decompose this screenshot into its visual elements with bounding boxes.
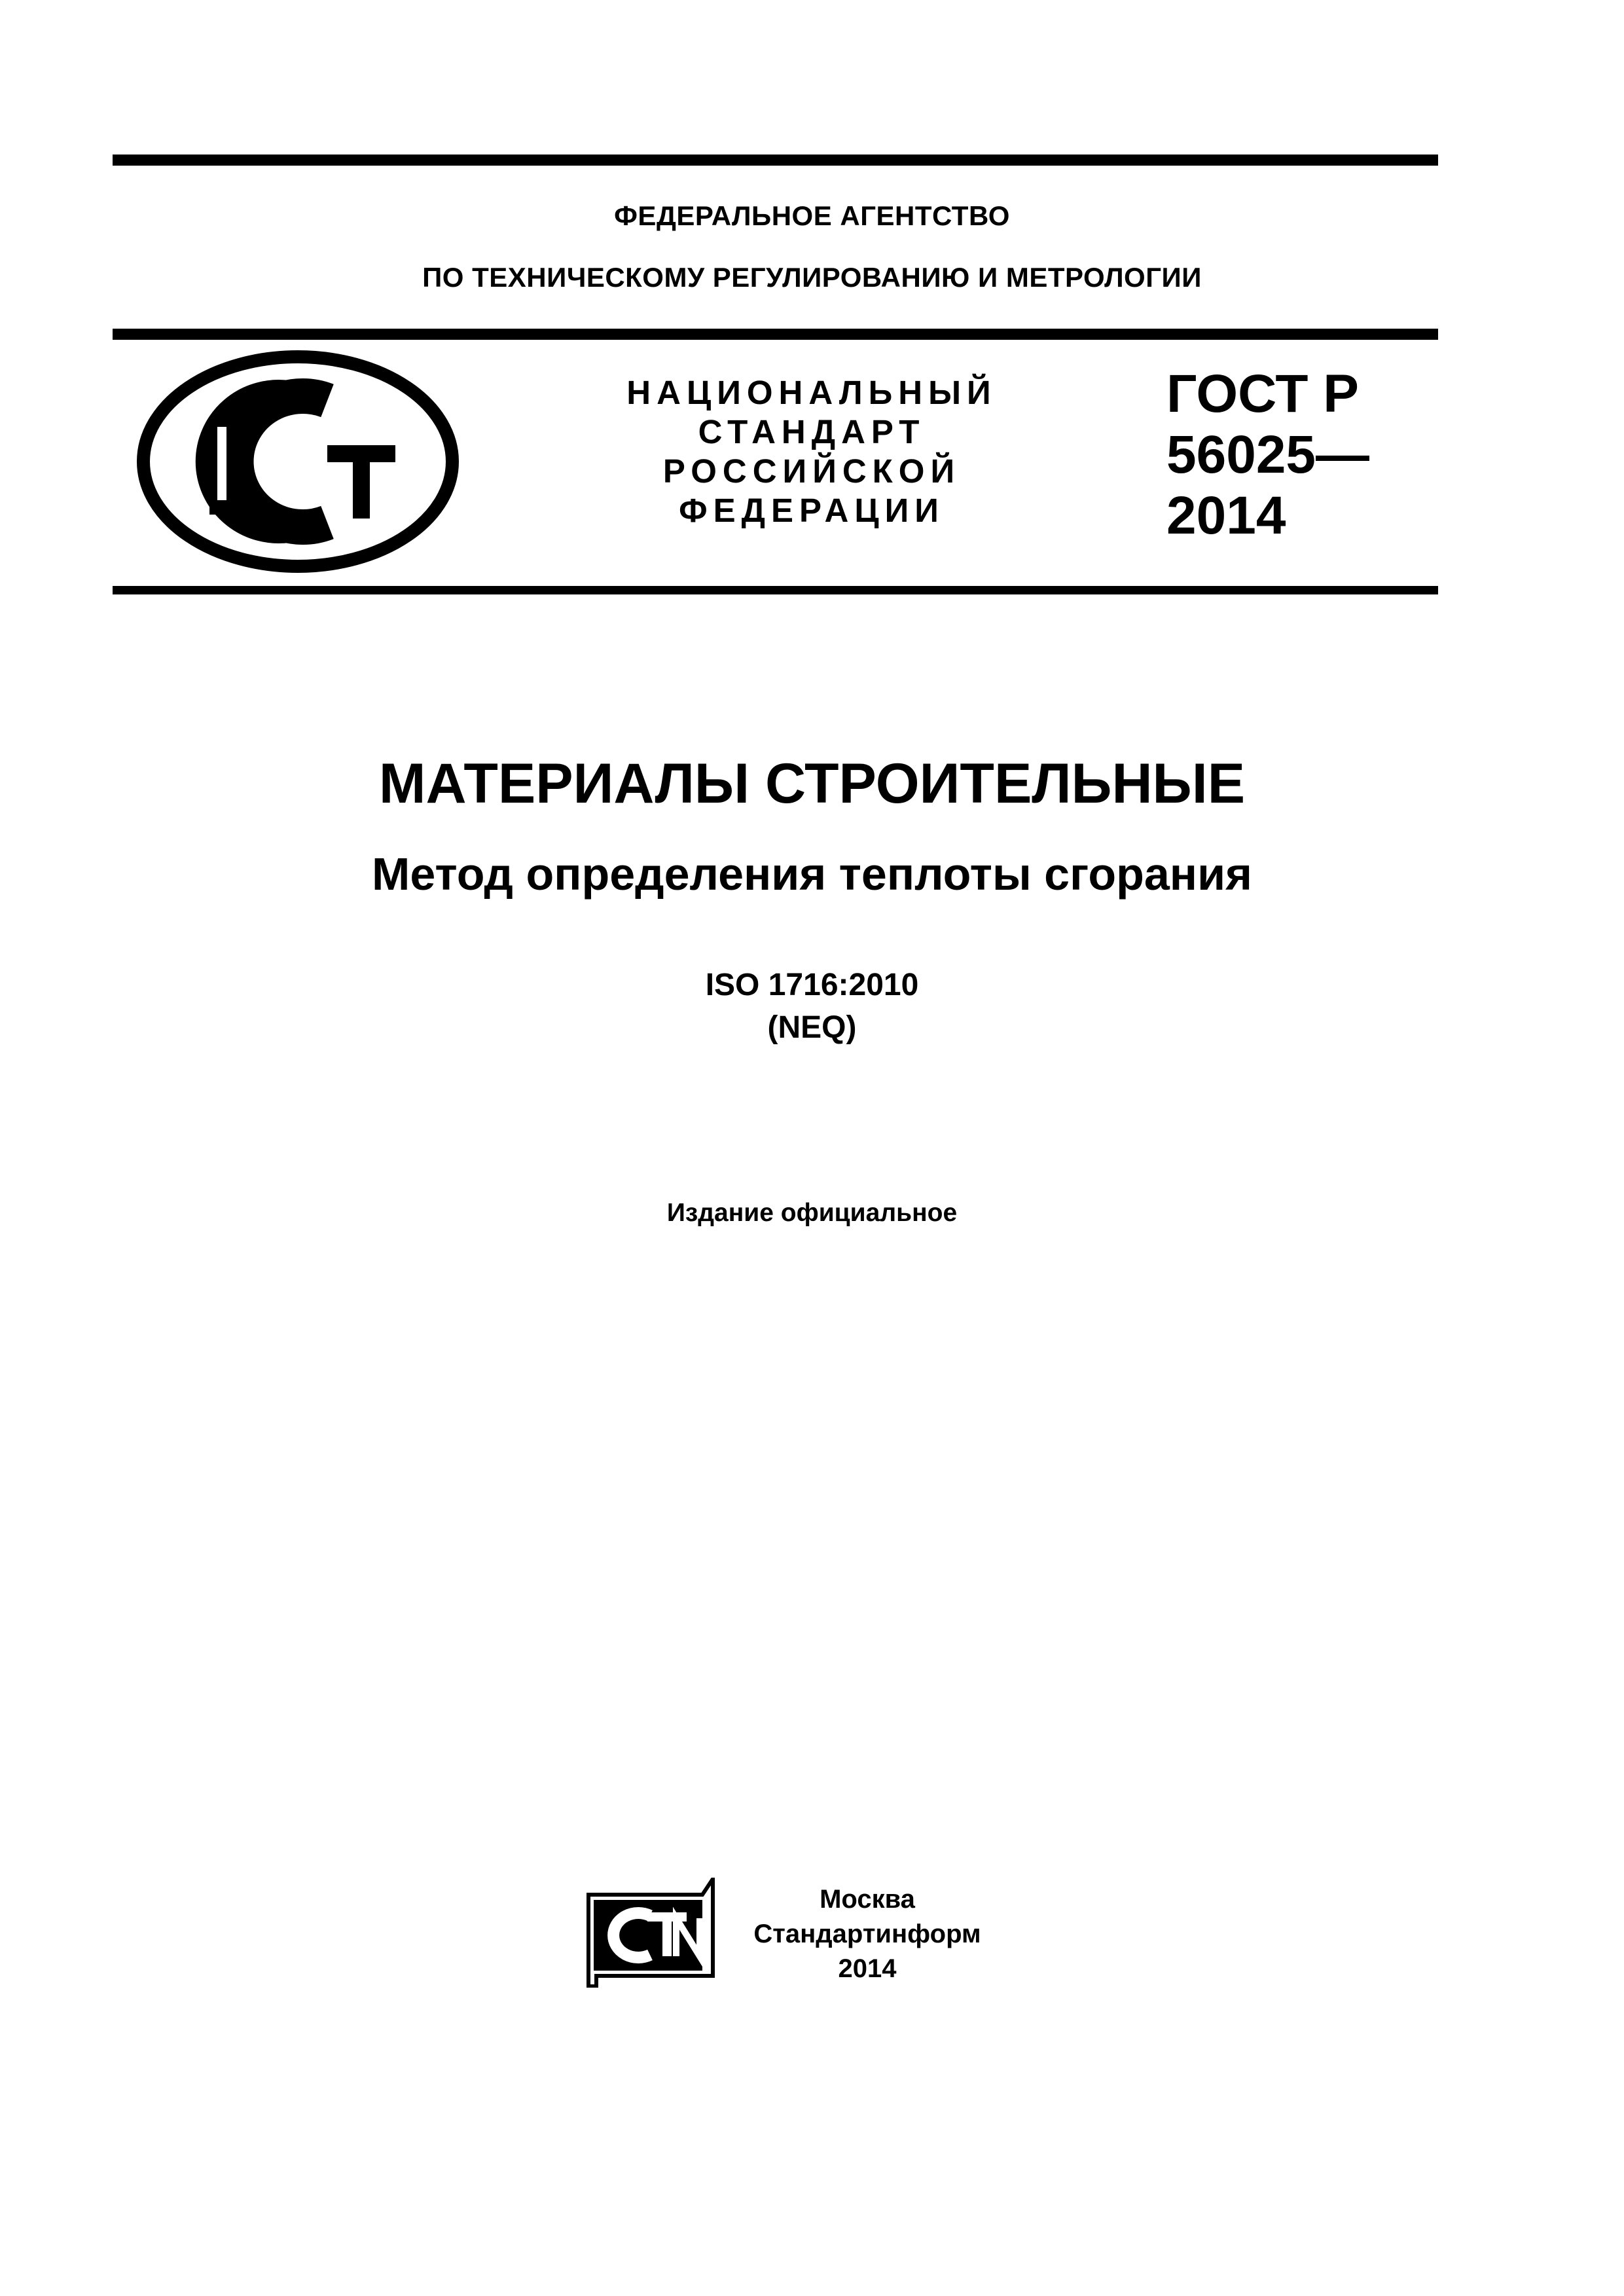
publisher-year: 2014 <box>838 1954 897 1983</box>
national-standard-line-2: СТАНДАРТ <box>698 413 926 450</box>
gost-designation-line-2: 56025— <box>1166 425 1370 484</box>
top-rule <box>113 155 1438 166</box>
agency-line-1: ФЕДЕРАЛЬНОЕ АГЕНТСТВО <box>614 200 1010 231</box>
gost-designation <box>1166 363 1369 546</box>
national-standard-line-4: ФЕДЕРАЦИИ <box>679 492 945 529</box>
iso-reference: ISO 1716:2010 <box>705 968 919 1002</box>
iso-equivalence: (NEQ) <box>767 1010 857 1045</box>
standartinform-logo-icon <box>585 1878 715 1988</box>
national-standard-label <box>609 373 1015 530</box>
agency-line-2: ПО ТЕХНИЧЕСКОМУ РЕГУЛИРОВАНИЮ И МЕТРОЛОГИИ <box>422 262 1202 293</box>
document-title: МАТЕРИАЛЫ СТРОИТЕЛЬНЫЕ <box>378 752 1246 815</box>
header-rule <box>113 329 1438 340</box>
document-subtitle: Метод определения теплоты сгорания <box>372 848 1252 900</box>
edition-label: Издание официальное <box>666 1199 958 1227</box>
publisher-imprint <box>733 1882 1001 1986</box>
publisher-city: Москва <box>820 1885 915 1914</box>
gost-designation-line-3: 2014 <box>1166 486 1286 545</box>
rst-logo-icon <box>131 347 465 576</box>
gost-designation-line-1: ГОСТ Р <box>1166 364 1359 424</box>
header-bottom-rule <box>113 586 1438 594</box>
publisher-name: Стандартинформ <box>753 1920 981 1948</box>
national-standard-line-1: НАЦИОНАЛЬНЫЙ <box>626 374 997 411</box>
national-standard-line-3: РОССИЙСКОЙ <box>662 452 961 490</box>
